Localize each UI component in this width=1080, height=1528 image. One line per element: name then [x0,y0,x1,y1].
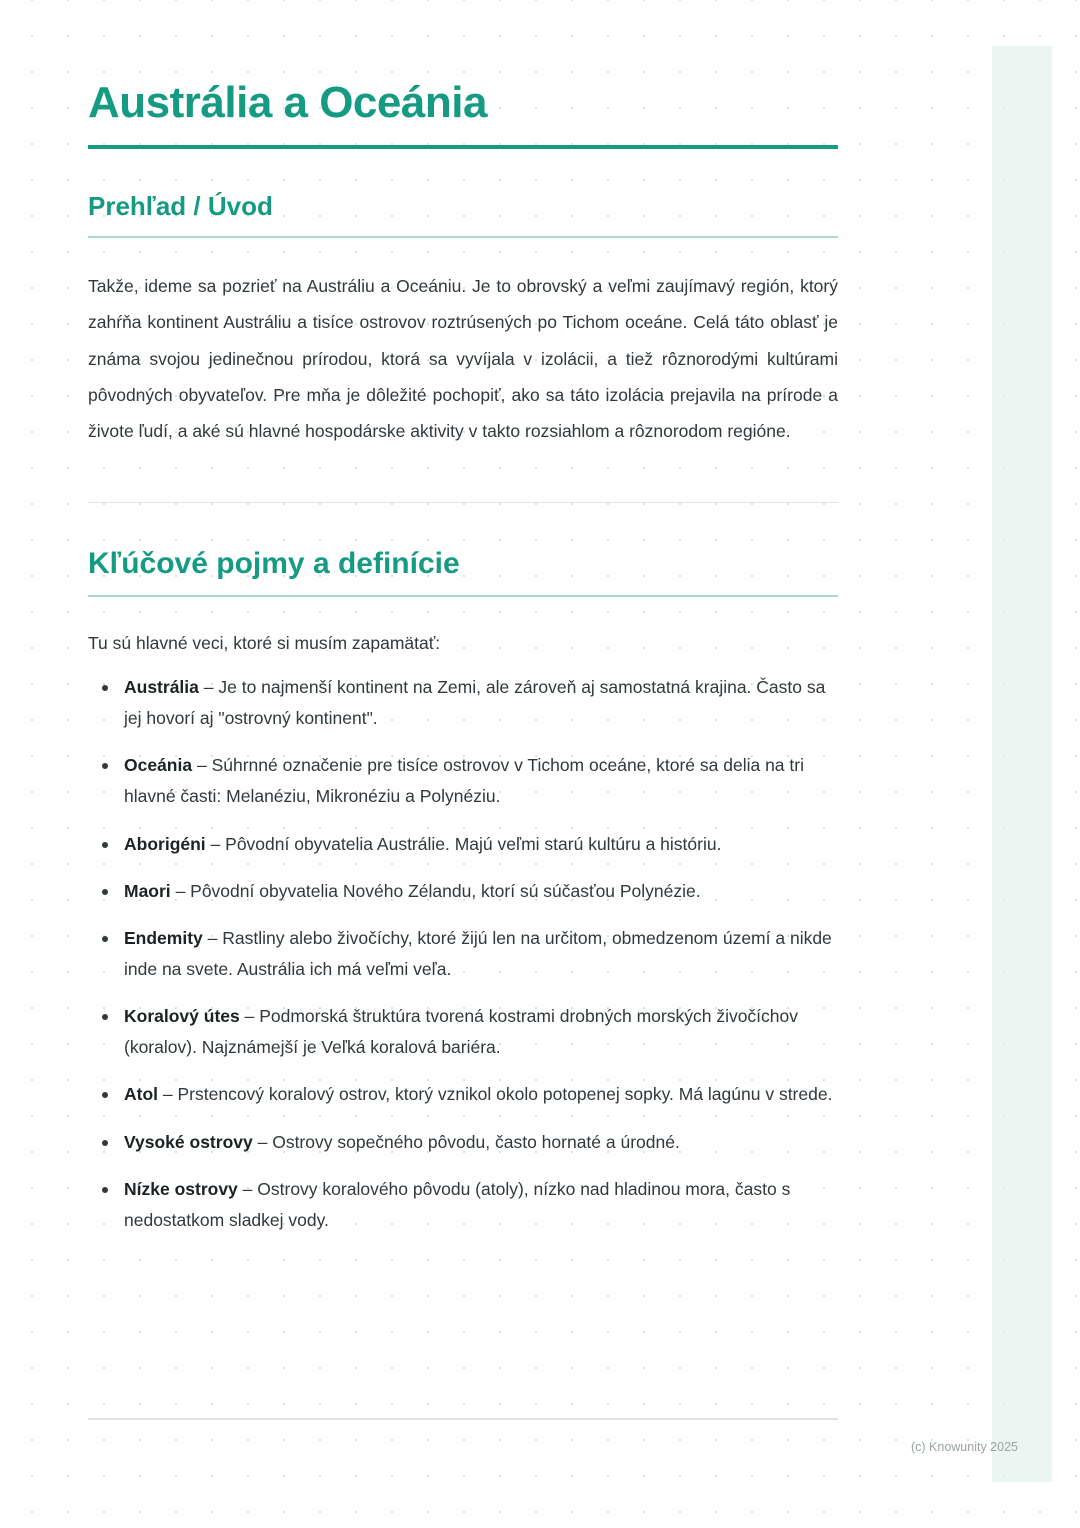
term-label: Atol [124,1084,159,1105]
term-definition: – Prstencový koralový ostrov, ktorý vznikol okolo potopenej sopky. Má lagúnu v strede. [162,1084,833,1105]
list-item [88,1127,838,1158]
list-item [88,923,838,985]
term-label: Koralový útes [124,1006,240,1027]
document-content [88,78,838,1252]
term-definition: – Rastliny alebo živočíchy, ktoré žijú len na určitom, obmedzenom území a nikde inde na svete. Austrália ich má veľmi veľa. [124,927,832,979]
list-item [88,1174,838,1236]
term-label: Vysoké ostrovy [124,1131,253,1152]
term-definition: – Pôvodní obyvatelia Austrálie. Majú veľmi starú kultúru a históriu. [210,833,722,854]
term-definition: – Pôvodní obyvatelia Nového Zélandu, ktorí sú súčasťou Polynézie. [175,880,701,901]
term-label: Nízke ostrovy [124,1178,238,1199]
term-definition: – Ostrovy sopečného pôvodu, často hornaté a úrodné. [257,1131,680,1152]
term-label: Oceánia [124,755,193,776]
term-label: Maori [124,880,171,901]
list-item [88,829,838,860]
term-label: Austrália [124,676,199,697]
term-definition: – Ostrovy koralového pôvodu (atoly), nízko nad hladinou mora, často s nedostatkom sladkej vody. [124,1178,791,1230]
overview-paragraph: Takže, ideme sa pozrieť na Austráliu a Oceániu. Je to obrovský a veľmi zaujímavý región, ktorý zahŕňa kontinent Austráliu a tisíce ostrovov roztrúsených po Tichom oceáne. Celá táto oblasť je známa svojou jedinečnou prírodou, ktorá sa vyvíjala v izolácii, a tiež rôznorodými kultúrami pôvodných obyvateľov. Pre mňa je dôležité pochopiť, ako sa táto izolácia prejavila na prírode a živote ľudí, a aké sú hlavné hospodárske aktivity v takto rozsiahlom a rôznorodom regióne. [88,275,838,442]
term-label: Endemity [124,927,203,948]
term-definition: – Súhrnné označenie pre tisíce ostrovov v Tichom oceáne, ktoré sa delia na tri hlavné časti: Melanéziu, Mikronéziu a Polynéziu. [124,755,804,807]
term-definition: – Je to najmenší kontinent na Zemi, ale zároveň aj samostatná krajina. Často sa jej hovorí aj "ostrovný kontinent". [124,676,826,729]
list-item [88,1001,838,1063]
list-item [88,876,838,907]
key-terms-lead: Tu sú hlavné veci, ktoré si musím zapamätať: [88,632,441,653]
footer-divider [88,1418,838,1420]
title-underline [88,145,838,149]
page-title: Austrália a Oceánia [88,78,487,127]
footer-copyright: (c) Knowunity 2025 [910,1440,1018,1454]
section-heading-key-terms: Kľúčové pojmy a definície [88,547,460,581]
section-heading-underline-overview [88,236,838,238]
section-heading-underline-key-terms [88,595,838,597]
key-terms-list [88,672,838,1236]
term-definition: – Podmorská štruktúra tvorená kostrami drobných morských živočíchov (koralov). Najznámejší je Veľká koralová bariéra. [124,1006,799,1058]
section-heading-overview: Prehľad / Úvod [88,191,273,222]
term-label: Aborigéni [124,833,206,854]
list-item [88,1079,838,1110]
list-item [88,750,838,812]
list-item [88,672,838,734]
section-divider [88,502,838,504]
decorative-side-band-divider [990,46,992,1482]
decorative-side-band [992,46,1052,1482]
